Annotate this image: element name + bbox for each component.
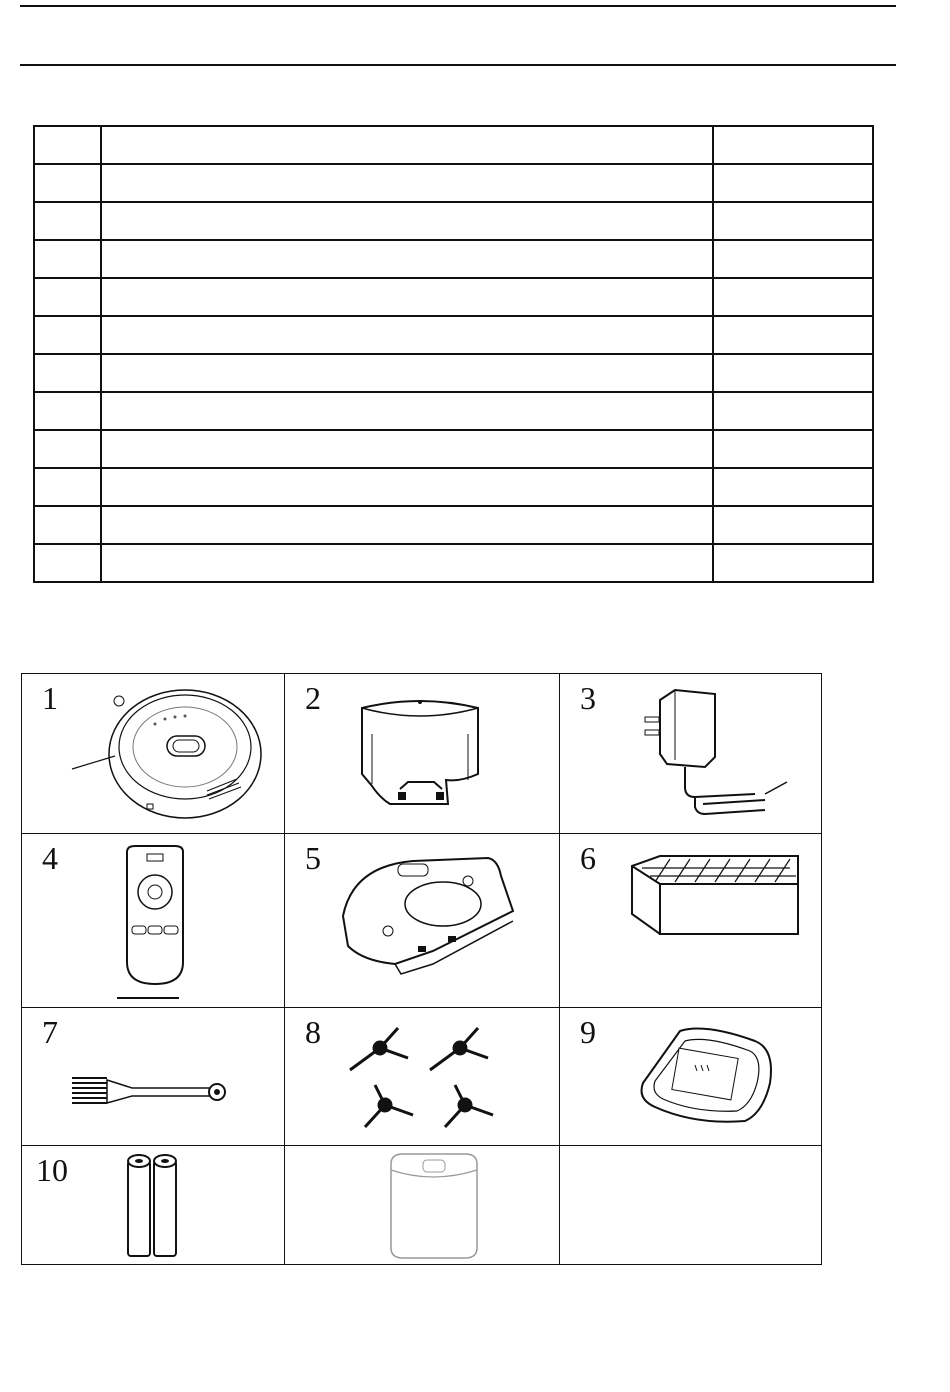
filter-icon xyxy=(630,854,805,979)
table-cell xyxy=(713,544,873,582)
item-number: 10 xyxy=(36,1152,68,1188)
table-cell xyxy=(101,278,713,316)
batteries-icon xyxy=(122,1149,192,1261)
remote-control-icon xyxy=(117,844,192,1004)
table-cell xyxy=(34,468,101,506)
table-cell xyxy=(713,164,873,202)
table-cell xyxy=(101,544,713,582)
figure-cell-1 xyxy=(22,674,285,834)
table-cell xyxy=(101,202,713,240)
item-number: 3 xyxy=(580,680,596,716)
item-number: 2 xyxy=(305,680,321,716)
figure-cell-11 xyxy=(285,1146,560,1264)
power-adapter-icon xyxy=(625,682,805,827)
table-cell xyxy=(101,506,713,544)
table-cell xyxy=(101,354,713,392)
table-row xyxy=(34,354,873,392)
table-cell xyxy=(713,126,873,164)
item-number: 6 xyxy=(580,840,596,876)
item-number: 8 xyxy=(305,1014,321,1050)
table-row xyxy=(34,278,873,316)
figure-cell-3 xyxy=(560,674,822,834)
dock-base-icon xyxy=(333,846,523,996)
table-row xyxy=(34,468,873,506)
item-number: 1 xyxy=(42,680,58,716)
top-rule xyxy=(20,5,896,7)
figure-cell-6 xyxy=(560,834,822,1008)
table-row xyxy=(34,164,873,202)
charging-dock-icon xyxy=(350,694,490,819)
accessories-figure xyxy=(21,673,822,1265)
table-cell xyxy=(101,316,713,354)
table-cell xyxy=(34,126,101,164)
figure-cell-5 xyxy=(285,834,560,1008)
table-cell xyxy=(34,316,101,354)
table-cell xyxy=(34,392,101,430)
table-row xyxy=(34,430,873,468)
figure-cell-12 xyxy=(560,1146,822,1264)
table-cell xyxy=(34,506,101,544)
table-row xyxy=(34,544,873,582)
table-cell xyxy=(101,164,713,202)
table-cell xyxy=(713,392,873,430)
figure-cell-2 xyxy=(285,674,560,834)
table-cell xyxy=(713,430,873,468)
table-cell xyxy=(101,468,713,506)
table-cell xyxy=(34,240,101,278)
table-cell xyxy=(101,392,713,430)
table-cell xyxy=(713,468,873,506)
table-row xyxy=(34,202,873,240)
table-row xyxy=(34,392,873,430)
table-row xyxy=(34,506,873,544)
figure-cell-4 xyxy=(22,834,285,1008)
table-row xyxy=(34,240,873,278)
battery-pack-icon xyxy=(383,1146,483,1261)
table-cell xyxy=(34,202,101,240)
item-number: 9 xyxy=(580,1014,596,1050)
parts-table xyxy=(33,125,874,583)
table-cell xyxy=(34,278,101,316)
figure-cell-9 xyxy=(560,1008,822,1146)
mop-pad-icon xyxy=(635,1023,785,1133)
item-number: 5 xyxy=(305,840,321,876)
table-cell xyxy=(713,240,873,278)
table-cell xyxy=(713,278,873,316)
figure-cell-10 xyxy=(22,1146,285,1264)
table-cell xyxy=(34,544,101,582)
figure-cell-7 xyxy=(22,1008,285,1146)
table-cell xyxy=(101,126,713,164)
table-cell xyxy=(101,430,713,468)
item-number: 4 xyxy=(42,840,58,876)
item-number: 7 xyxy=(42,1014,58,1050)
side-brushes-icon xyxy=(345,1020,525,1140)
robot-vacuum-icon xyxy=(67,679,277,829)
header-rule xyxy=(20,64,896,66)
table-row xyxy=(34,126,873,164)
table-cell xyxy=(713,202,873,240)
table-cell xyxy=(713,506,873,544)
table-cell xyxy=(713,316,873,354)
cleaning-brush-icon xyxy=(67,1058,252,1118)
figure-cell-8 xyxy=(285,1008,560,1146)
table-cell xyxy=(101,240,713,278)
table-cell xyxy=(713,354,873,392)
table-cell xyxy=(34,354,101,392)
table-row xyxy=(34,316,873,354)
table-cell xyxy=(34,430,101,468)
table-cell xyxy=(34,164,101,202)
